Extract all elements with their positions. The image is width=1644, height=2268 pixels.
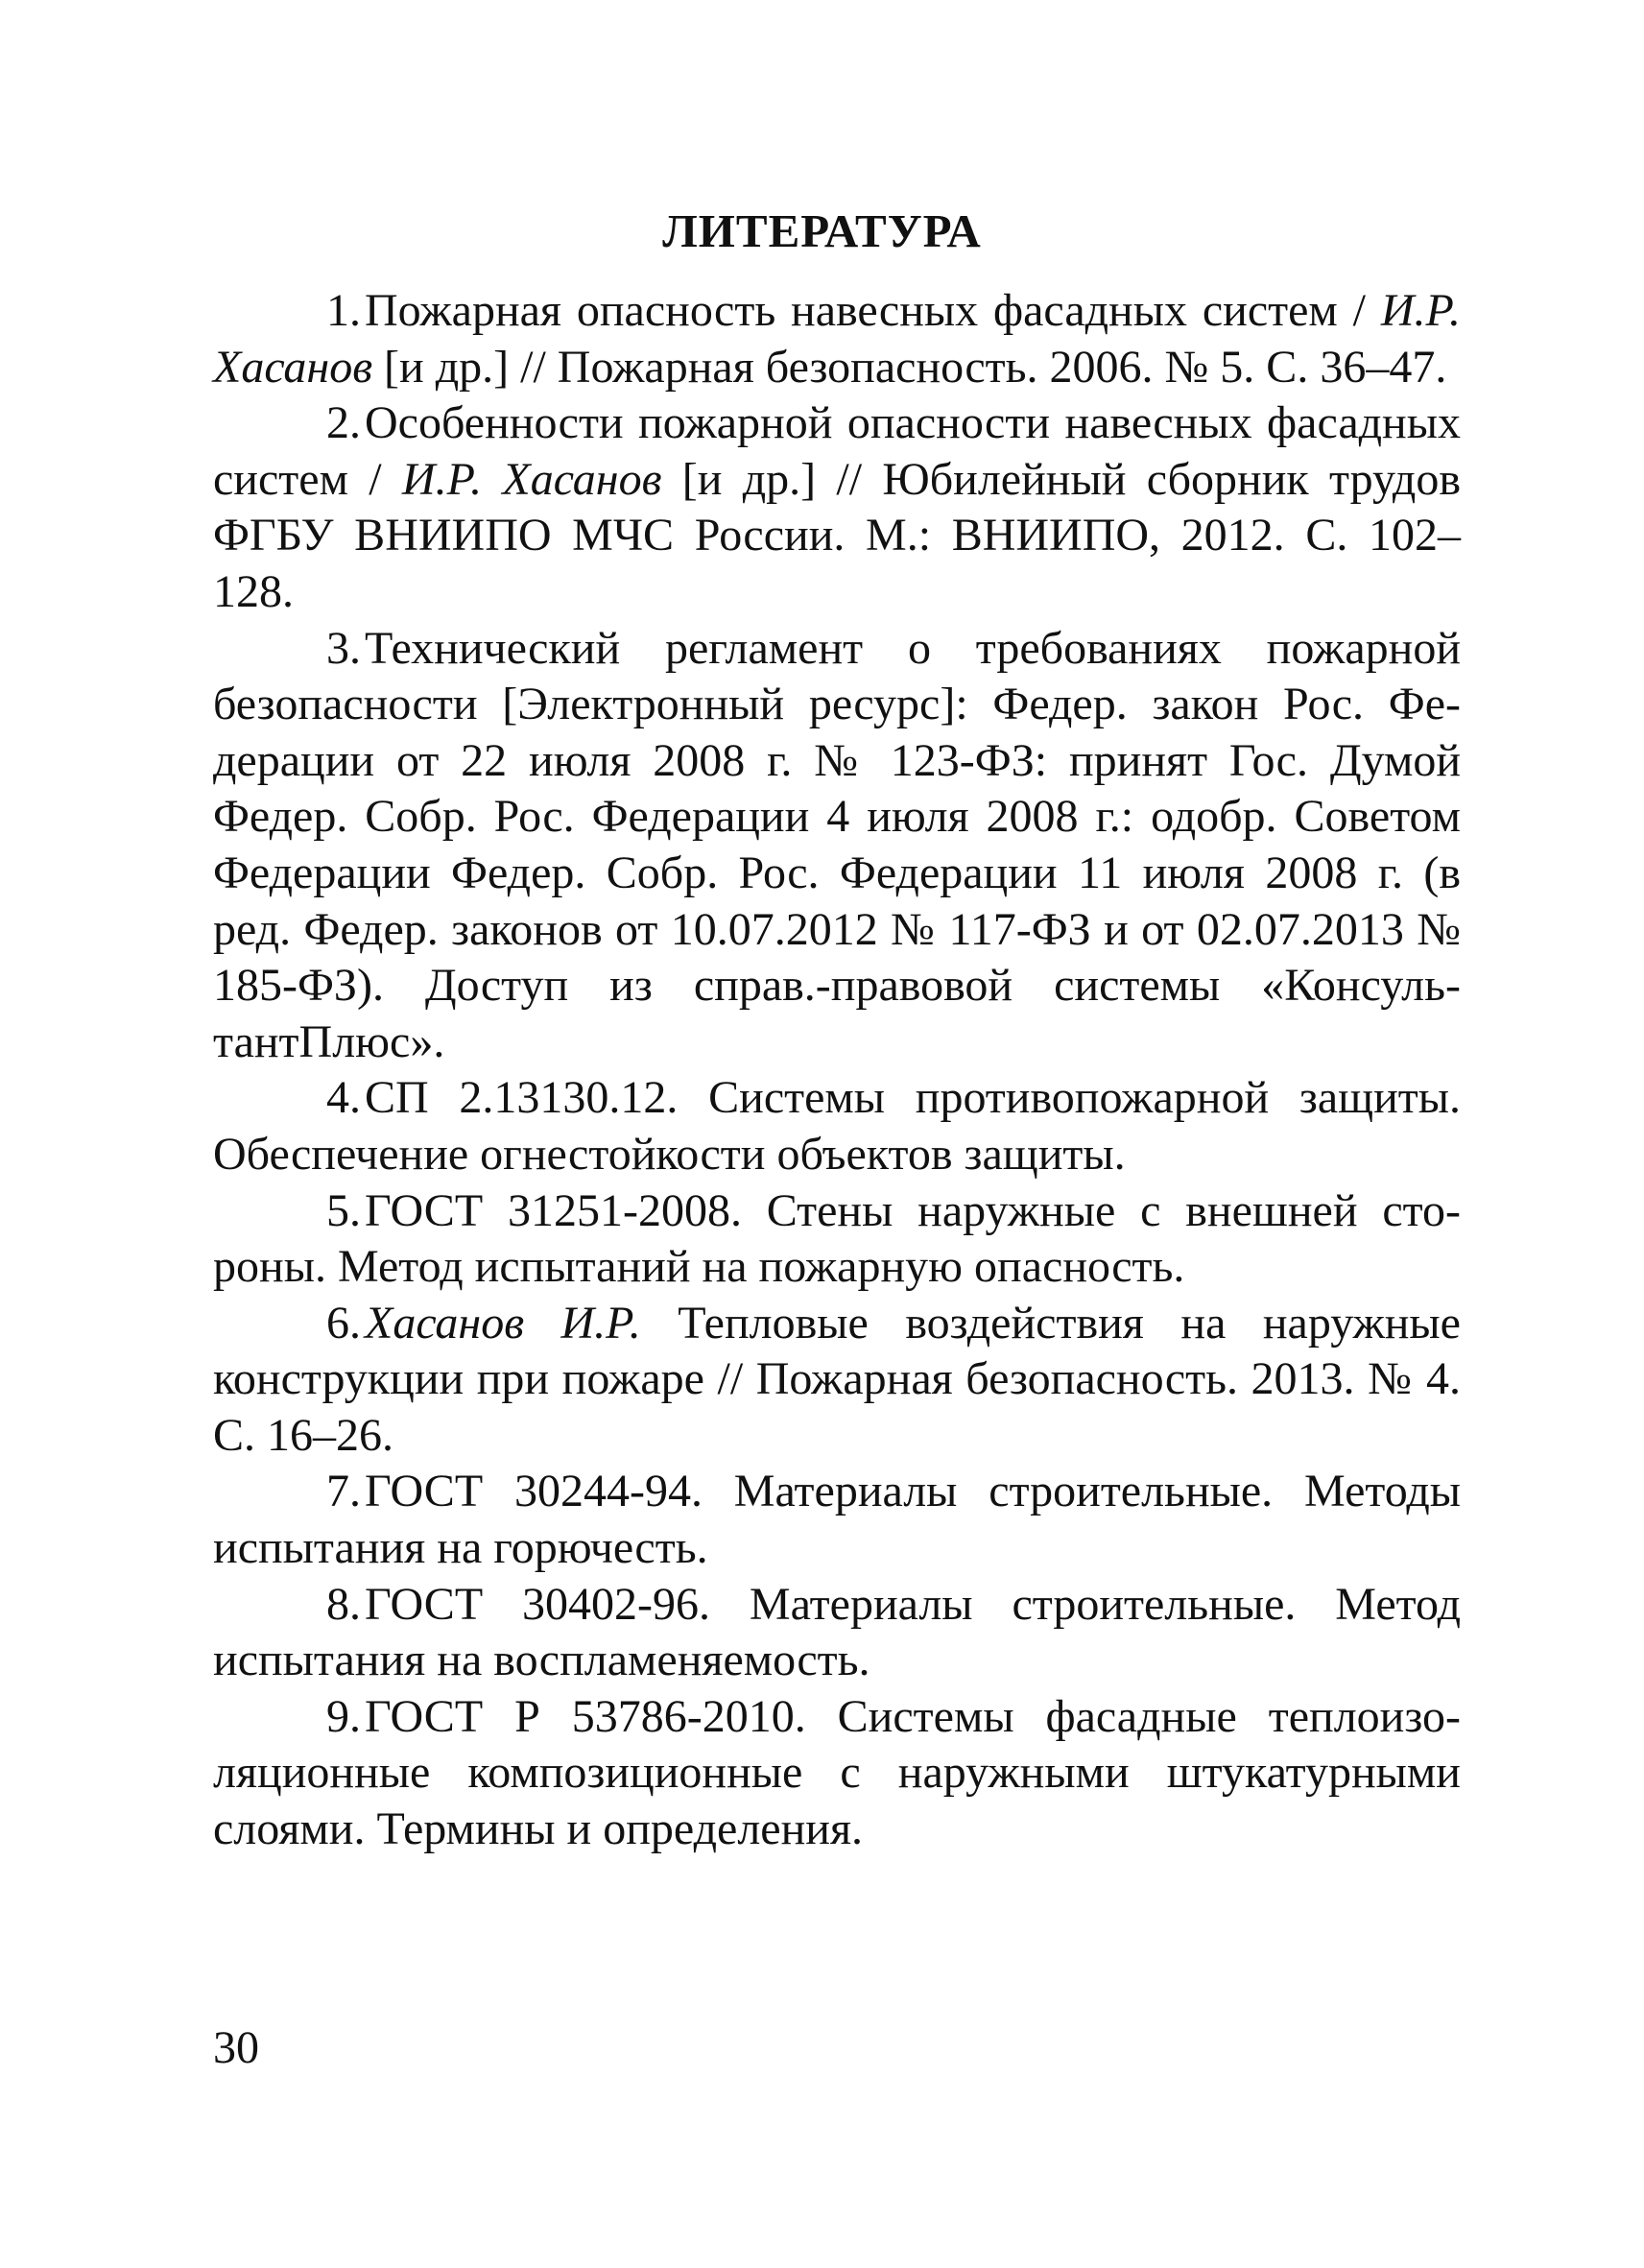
reference-list bbox=[213, 283, 1461, 1858]
page-number: 30 bbox=[213, 2022, 259, 2073]
reference-number: 4. bbox=[326, 1072, 361, 1124]
reference-number: 9. bbox=[326, 1690, 361, 1742]
reference-number: 2. bbox=[326, 397, 361, 449]
reference-number: 3. bbox=[326, 622, 361, 674]
reference-text: СП 2.13130.12. Системы противопожарной защиты. Обеспечение огнестойкости объектов защиты. bbox=[213, 1072, 1461, 1180]
reference-text: [и др.] // Пожарная безопасность. 2006. № 5. С. 36–47. bbox=[372, 341, 1447, 393]
reference-item-4 bbox=[213, 1070, 1461, 1182]
reference-text: ГОСТ 31251-2008. Стены наружные с внешней стороны. Метод испытаний на пожарную опасность. bbox=[213, 1184, 1461, 1293]
section-heading: ЛИТЕРАТУРА bbox=[662, 204, 982, 257]
reference-number: 7. bbox=[326, 1466, 361, 1517]
reference-number: 1. bbox=[326, 285, 361, 336]
reference-item-2 bbox=[213, 395, 1461, 620]
reference-author: И.Р. Хасанов bbox=[213, 285, 1461, 393]
reference-author: И.Р. Хасанов bbox=[401, 453, 662, 505]
reference-item-6 bbox=[213, 1296, 1461, 1465]
reference-text: ГОСТ Р 53786-2010. Системы фасадные теплоизоляционные композиционные с наружными штукатурными слоями. Термины и определения. bbox=[213, 1690, 1461, 1855]
reference-text: ГОСТ 30402-96. Материалы строительные. Метод испытания на воспламеняемость. bbox=[213, 1578, 1461, 1686]
reference-number: 8. bbox=[326, 1578, 361, 1630]
reference-item-1 bbox=[213, 283, 1461, 395]
reference-item-7 bbox=[213, 1464, 1461, 1576]
reference-number: 5. bbox=[326, 1184, 361, 1236]
reference-text: Технический регламент о требованиях пожарной безопасности [Электронный ресурс]: Федер. закон Рос. Федерации от 22 июля 2008 г. № 123-ФЗ: принят Гос. Думой Федер. Собр. Рос. Федерации 4 июля 2008 г.: одобр. Советом Федерации Федер. Собр. Рос. Федерации 11 июля 2008 г. (в ред. Федер. законов от 10.07.2012 № 117-ФЗ и от 02.07.2013 № 185-ФЗ). Доступ из справ.-правовой системы «КонсультантПлюс». bbox=[213, 622, 1461, 1067]
reference-item-9 bbox=[213, 1689, 1461, 1858]
reference-author: Хасанов И.Р. bbox=[365, 1297, 641, 1349]
reference-number: 6. bbox=[326, 1297, 361, 1349]
reference-item-8 bbox=[213, 1577, 1461, 1689]
reference-text: ГОСТ 30244-94. Материалы строительные. Методы испытания на горючесть. bbox=[213, 1466, 1461, 1574]
reference-item-5 bbox=[213, 1183, 1461, 1296]
reference-text: [и др.] // Юбилейный сборник трудов ФГБУ ВНИИПО МЧС России. М.: ВНИИПО, 2012. С. 102–128. bbox=[213, 453, 1461, 617]
reference-text: Пожарная опасность навесных фасадных систем / bbox=[365, 285, 1381, 336]
reference-item-3 bbox=[213, 621, 1461, 1071]
reference-text: Тепловые воздействия на наружные конструкции при пожаре // Пожарная безопасность. 2013. № 4. С. 16–26. bbox=[213, 1297, 1461, 1461]
reference-text: Особенности пожарной опасности навесных фасадных систем / bbox=[213, 397, 1461, 505]
